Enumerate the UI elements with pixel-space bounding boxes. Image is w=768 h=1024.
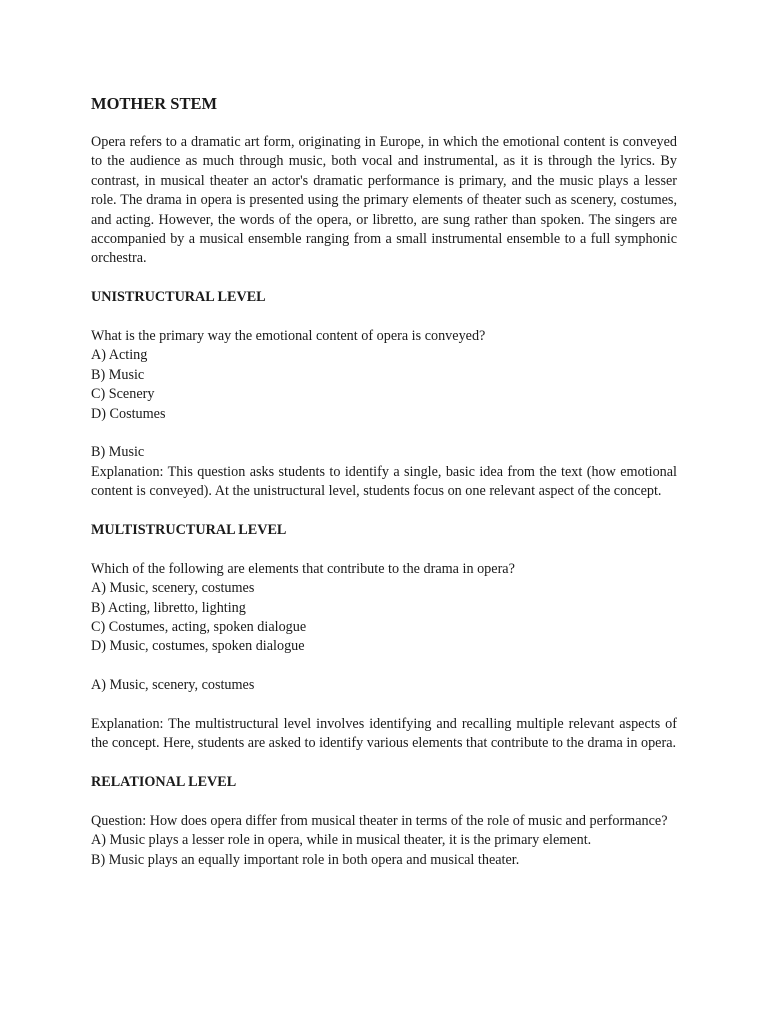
relational-option-a: A) Music plays a lesser role in opera, while in musical theater, it is the primary element. [91,832,592,849]
unistructural-option-c: C) Scenery [91,386,155,403]
relational-question: Question: How does opera differ from musical theater in terms of the role of music and performance? [91,813,668,830]
relational-option-b: B) Music plays an equally important role in both opera and musical theater. [91,851,520,868]
multistructural-option-b: B) Acting, libretto, lighting [91,599,246,616]
unistructural-option-b: B) Music [91,366,145,383]
multistructural-option-d: D) Music, costumes, spoken dialogue [91,638,305,655]
multistructural-heading: MULTISTRUCTURAL LEVEL [91,522,287,539]
multistructural-option-c: C) Costumes, acting, spoken dialogue [91,619,307,636]
relational-heading: RELATIONAL LEVEL [91,774,237,791]
unistructural-heading: UNISTRUCTURAL LEVEL [91,289,266,306]
multistructural-question: Which of the following are elements that contribute to the drama in opera? [91,560,515,577]
multistructural-explanation: Explanation: The multistructural level involves identifying and recalling multiple relevant aspects of the concept. Here, students are asked to identify various elements that contribute to the drama in opera. [91,716,677,752]
unistructural-question: What is the primary way the emotional content of opera is conveyed? [91,328,486,345]
multistructural-answer: A) Music, scenery, costumes [91,677,255,694]
multistructural-option-a: A) Music, scenery, costumes [91,580,255,597]
unistructural-explanation: Explanation: This question asks students to identify a single, basic idea from the text (how emotional content is conveyed). At the unistructural level, students focus on one relevant aspect of the concept. [91,463,677,500]
unistructural-option-d: D) Costumes [91,405,166,422]
mother-stem-paragraph: Opera refers to a dramatic art form, originating in Europe, in which the emotional content is conveyed to the audience as much through music, both vocal and instrumental, as it is through the lyrics. By contrast, in musical theater an actor's dramatic performance is primary, and the music plays a lesser role. The drama in opera is presented using the primary elements of theater such as scenery, costumes, and acting. However, the words of the opera, or libretto, are sung rather than spoken. The singers are accompanied by a musical ensemble ranging from a small instrumental ensemble to a full symphonic orchestra. [91,134,677,267]
unistructural-answer: B) Music [91,444,145,461]
unistructural-option-a: A) Acting [91,347,148,364]
document-title: MOTHER STEM [91,94,218,113]
